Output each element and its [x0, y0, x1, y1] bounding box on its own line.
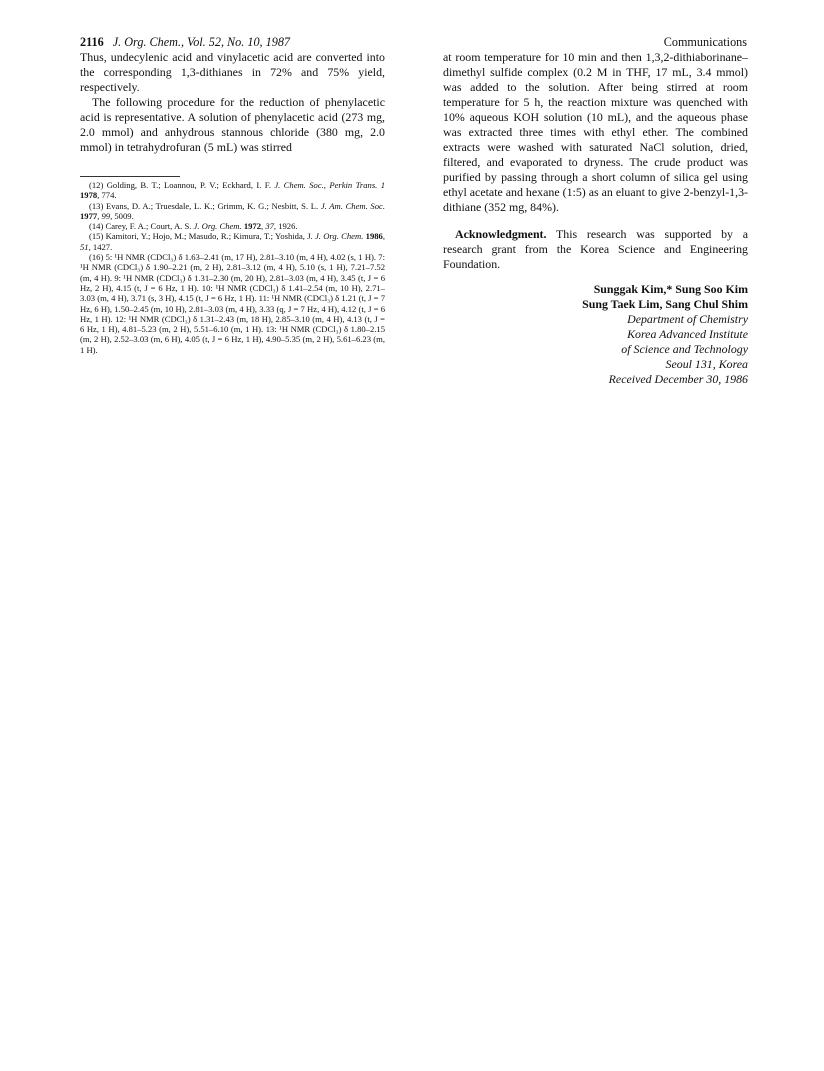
body-paragraph: at room temperature for 10 min and then 1,3,2-dithiaborinane–dimethyl sulfide complex (0.2 M in THF, 17 mL, 3.4 mmol) was added to the solution. After being stirred at room temperature for 5 h, the reaction mixture was quenched with 10% aqueous KOH solution (10 mL), and the aqueous phase was extracted three times with ethyl ether. The combined extracts were washed with saturated NaCl solution, dried, filtered, and evaporated to dryness. The crude product was purified by passing through a short column of silica gel using ethyl acetate and hexane (1:5) as an eluant to give 2-benzyl-1,3-dithiane (352 mg, 84%).	[443, 50, 748, 214]
journal-citation: J. Org. Chem., Vol. 52, No. 10, 1987	[112, 35, 291, 49]
right-column	[443, 50, 748, 387]
footnote-ref-15: (15) Kamitori, Y.; Hojo, M.; Masudo, R.; Kimura, T.; Yoshida, J. J. Org. Chem. 1986, 51, 1427.	[80, 231, 385, 252]
received-date: Received December 30, 1986	[608, 372, 748, 386]
affiliation: Seoul 131, Korea	[665, 357, 748, 371]
body-paragraph: Thus, undecylenic acid and vinylacetic acid are converted into the corresponding 1,3-dithianes in 72% and 75% yield, respectively.	[80, 50, 385, 94]
page-number: 2116	[80, 35, 104, 49]
author-names: Sunggak Kim,* Sung Soo Kim	[593, 282, 748, 296]
running-head	[80, 34, 747, 50]
affiliation: of Science and Technology	[621, 342, 748, 356]
footnote-rule	[80, 176, 180, 177]
footnote-ref-12: (12) Golding, B. T.; Loannou, P. V.; Eckhard, I. F. J. Chem. Soc., Perkin Trans. 1 1978, 774.	[80, 180, 385, 201]
section-name: Communications	[663, 35, 747, 49]
affiliation: Korea Advanced Institute	[627, 327, 748, 341]
acknowledgment-text: This research was supported by a research grant from the Korea Science and Engineering Foundation.	[443, 227, 748, 271]
left-column	[80, 50, 385, 355]
affiliation: Department of Chemistry	[627, 312, 748, 326]
footnote-ref-14: (14) Carey, F. A.; Court, A. S. J. Org. Chem. 1972, 37, 1926.	[89, 221, 298, 232]
footnote-ref-13: (13) Evans, D. A.; Truesdale, L. K.; Grimm, K. G.; Nesbitt, S. L. J. Am. Chem. Soc. 1977, 99, 5009.	[80, 200, 385, 221]
footnote-ref-16: (16) 5: ¹H NMR (CDCl₃) δ 1.63–2.41 (m, 17 H), 2.81–3.10 (m, 4 H), 4.02 (s, 1 H). 7: ¹H NMR (CDCl₃) δ 1.90–2.21 (m, 2 H), 2.81–3.12 (m, 4 H), 5.10 (s, 1 H), 7.21–7.52 (m, 4 H). 9: ¹H NMR (CDCl₃) δ 1.31–2.30 (m, 20 H), 2.81–3.03 (m, 4 H), 3.45 (t, J = 6 Hz, 2 H), 4.15 (t, J = 6 Hz, 1 H). 10: ¹H NMR (CDCl₃) δ 1.41–2.54 (m, 10 H), 2.71–3.03 (m, 4 H), 3.71 (s, 3 H), 4.15 (t, J = 6 Hz, 1 H). 11: ¹H NMR (CDCl₃) δ 1.21 (t, J = 7 Hz, 6 H), 1.50–2.45 (m, 10 H), 2.81–3.03 (m, 4 H), 3.33 (q, J = 7 Hz, 4 H), 4.12 (t, J = 6 Hz, 1 H). 12: ¹H NMR (CDCl₃) δ 1.31–2.43 (m, 18 H), 2.85–3.10 (m, 4 H), 4.13 (t, J = 6 Hz, 1 H), 4.81–5.23 (m, 2 H), 5.51–6.10 (m, 1 H). 13: ¹H NMR (CDCl₃) δ 1.80–2.15 (m, 2 H), 2.52–3.03 (m, 6 H), 4.05 (t, J = 6 Hz, 1 H), 4.90–5.35 (m, 2 H), 5.61–6.23 (m, 1 H).	[80, 252, 385, 355]
acknowledgment	[443, 227, 748, 272]
acknowledgment-heading: Acknowledgment.	[455, 227, 547, 241]
author-names: Sung Taek Lim, Sang Chul Shim	[582, 297, 748, 311]
body-paragraph: The following procedure for the reduction of phenylacetic acid is representative. A solution of phenylacetic acid (273 mg, 2.0 mmol) and anhydrous stannous chloride (380 mg, 2.0 mmol) in tetrahydrofuran (5 mL) was stirred	[80, 95, 385, 154]
author-byline	[443, 282, 748, 387]
footnotes	[80, 180, 385, 355]
running-head-left	[80, 34, 290, 50]
